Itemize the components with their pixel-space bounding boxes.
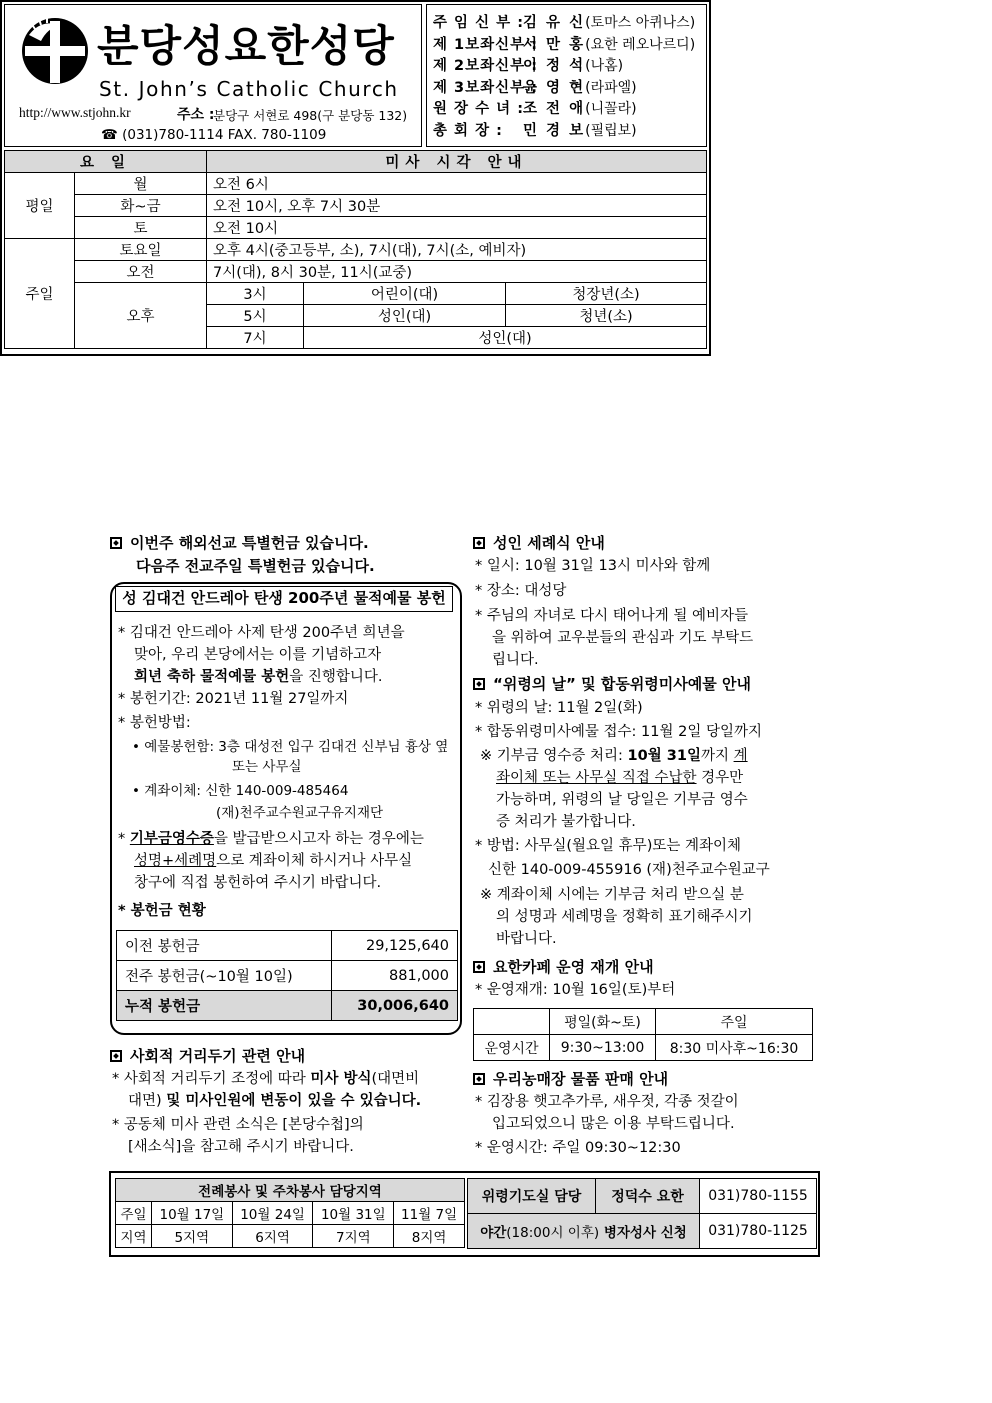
mass-group: 청년(소) <box>506 305 707 327</box>
donation-method-box: • 예물봉헌함: 3층 대성전 입구 김대건 신부님 흉상 옆 <box>132 739 449 755</box>
memorial-line: 가능하며, 위령의 날 당일은 기부금 영수 <box>496 792 748 808</box>
donation-status-table <box>116 930 458 1021</box>
mass-day: 오후 <box>75 283 207 349</box>
mass-group: 성인(대) <box>304 305 506 327</box>
donation-period: * 봉헌기간: 2021년 11월 27일까지 <box>118 691 349 707</box>
table-row: 주일 10월 17일 10월 24일 10월 31일 11월 7일 <box>116 1202 465 1225</box>
mass-time: 7시 <box>207 327 304 349</box>
mass-time: 오전 10시, 오후 7시 30분 <box>207 195 707 217</box>
baptism-line: * 장소: 대성당 <box>475 583 567 599</box>
memorial-line: * 방법: 사무실(월요일 휴무)또는 계좌이체 <box>475 838 741 854</box>
memorial-line: 증 처리가 불가합니다. <box>496 814 636 830</box>
distancing-line: * 공동체 미사 관련 소식은 [본당수첩]의 <box>112 1117 364 1133</box>
mass-group: 청장년(소) <box>506 283 707 305</box>
mass-head-day: 요 일 <box>5 151 207 173</box>
memorial-title: “위령의 날” 및 합동위령미사예물 안내 <box>473 673 751 694</box>
memorial-account: 신한 140-009-455916 (재)천주교수원교구 <box>488 862 770 878</box>
mass-time: 3시 <box>207 283 304 305</box>
memorial-line: * 합동위령미사예물 접수: 11월 2일 당일까지 <box>475 724 762 740</box>
cafe-hours-table <box>473 1008 813 1061</box>
receipt-line: * 기부금영수증을 발급받으시고자 하는 경우에는 <box>118 831 424 847</box>
cafe-title: 요한카페 운영 재개 안내 <box>473 956 654 977</box>
section-marker-icon <box>473 537 485 549</box>
distancing-line: 대면) 및 미사인원에 변동이 있을 수 있습니다. <box>128 1093 422 1109</box>
table-row: 운영시간 9:30~13:00 8:30 미사후~16:30 <box>474 1035 813 1061</box>
donation-line: 맞아, 우리 본당에서는 이를 기념하고자 <box>134 647 382 663</box>
table-row: 이전 봉헌금 29,125,640 <box>117 931 458 961</box>
table-row <box>116 1179 465 1202</box>
receipt-line: 성명+세례명으로 계좌이체 하시거나 사무실 <box>134 853 413 869</box>
table-row: 야간(18:00시 이후) 병자성사 신청 031)780-1125 <box>468 1214 817 1249</box>
baptism-line: * 주님의 자녀로 다시 태어나게 될 예비자들 <box>475 608 749 624</box>
mass-day: 토 <box>75 217 207 239</box>
donation-method-box-2: 또는 사무실 <box>232 759 302 775</box>
mass-schedule-table <box>4 150 707 349</box>
church-logo-icon <box>19 15 91 87</box>
clergy-row: 제 2보좌신부 :이 정 석(나홈) <box>433 58 624 74</box>
mass-head-time: 미사 시각 안내 <box>207 151 707 173</box>
contact-table <box>467 1178 817 1249</box>
baptism-line: 립니다. <box>492 652 539 668</box>
donation-status-title: * 봉헌금 현황 <box>118 903 206 919</box>
address: 분당구 서현로 498(구 분당동 132) <box>213 108 408 123</box>
market-title: 우리농매장 물품 판매 안내 <box>473 1068 668 1089</box>
church-name: 분당성요한성당 <box>97 24 395 71</box>
duty-table <box>115 1178 465 1248</box>
clergy-row: 총 회 장 : 민 경 보(필립보) <box>433 122 637 139</box>
table-row: 위령기도실 담당 정덕수 요한 031)780-1155 <box>468 1179 817 1214</box>
address-label: 주소 : <box>177 107 215 123</box>
receipt-line: 창구에 직접 봉헌하여 주시기 바랍니다. <box>134 875 382 891</box>
bottom-box <box>109 1171 820 1257</box>
clergy-row: 주 임 신 부 :김 유 신(토마스 아퀴나스) <box>433 15 696 31</box>
baptism-line: 을 위하여 교우분들의 관심과 기도 부탁드 <box>492 630 754 646</box>
table-row: 평일(화~토) 주일 <box>474 1009 813 1035</box>
mass-day: 화~금 <box>75 195 207 217</box>
mass-day: 오전 <box>75 261 207 283</box>
baptism-line: * 일시: 10월 31일 13시 미사와 함께 <box>475 558 711 574</box>
section-marker-icon <box>473 1073 485 1085</box>
memorial-line: 바랍니다. <box>496 931 557 947</box>
mass-group: 성인(대) <box>304 327 707 349</box>
donation-line: * 김대건 안드레아 사제 탄생 200주년 희년을 <box>118 625 405 641</box>
donation-account-holder: (재)천주교수원교구유지재단 <box>216 805 384 821</box>
memorial-line: * 위령의 날: 11월 2일(화) <box>475 700 643 716</box>
memorial-line: 의 성명과 세례명을 정확히 표기해주시기 <box>496 909 753 925</box>
mass-day: 토요일 <box>75 239 207 261</box>
table-row: 누적 봉헌금 30,006,640 <box>117 991 458 1021</box>
mass-day: 월 <box>75 173 207 195</box>
table-row: 전주 봉헌금(~10월 10일) 881,000 <box>117 961 458 991</box>
mass-time: 오전 10시 <box>207 217 707 239</box>
table-row: 지역 5지역 6지역 7지역 8지역 <box>116 1225 465 1248</box>
sunday-label: 주일 <box>5 239 75 349</box>
market-line: 입고되었으니 많은 이용 부탁드립니다. <box>492 1116 735 1132</box>
memorial-line: ※ 기부금 영수증 처리: 10월 31일까지 계 <box>480 748 748 764</box>
church-name-en: St. John’s Catholic Church <box>99 77 399 101</box>
website-link[interactable]: http://www.stjohn.kr <box>19 105 131 120</box>
clergy-row: 제 1보좌신부 :서 만 홍(요한 레오나르디) <box>433 36 696 53</box>
section-marker-icon <box>473 678 485 690</box>
section-marker-icon <box>110 1050 122 1062</box>
donation-account: • 계좌이체: 신한 140-009-485464 <box>132 783 349 799</box>
market-line: * 김장용 햇고추가루, 새우젓, 각종 젓갈이 <box>475 1094 739 1110</box>
donation-line: 희년 축하 물적예물 봉헌을 진행합니다. <box>134 669 383 685</box>
logo-box <box>4 4 422 147</box>
clergy-list <box>426 4 707 147</box>
phone-fax: ☎ (031)780-1114 FAX. 780-1109 <box>101 127 327 143</box>
memorial-line: ※ 계좌이체 시에는 기부금 처리 받으실 분 <box>480 887 744 903</box>
weekday-label: 평일 <box>5 173 75 239</box>
cafe-line: * 운영재개: 10월 16일(토)부터 <box>475 982 676 998</box>
mass-time: 오후 4시(중고등부, 소), 7시(대), 7시(소, 예비자) <box>207 239 707 261</box>
clergy-row: 제 3보좌신부 :윤 영 현(라파엘) <box>433 79 637 96</box>
mass-time: 오전 6시 <box>207 173 707 195</box>
memorial-line: 좌이체 또는 사무실 직접 수납한 경우만 <box>496 770 744 786</box>
distancing-title: 사회적 거리두기 관련 안내 <box>110 1045 305 1066</box>
distancing-line: * 사회적 거리두기 조정에 따라 미사 방식(대면비 <box>112 1071 420 1087</box>
market-line: * 운영시간: 주일 09:30~12:30 <box>475 1140 681 1156</box>
bulletin-header <box>0 0 711 356</box>
donation-method: * 봉헌방법: <box>118 715 191 731</box>
distancing-line: [새소식]을 참고해 주시기 바랍니다. <box>128 1139 354 1155</box>
section-marker-icon <box>473 961 485 973</box>
duty-title: 전례봉사 및 주차봉사 담당지역 <box>116 1179 465 1202</box>
baptism-title: 성인 세례식 안내 <box>473 532 605 553</box>
clergy-row: 원 장 수 녀 :조 전 애(니꼴라) <box>433 101 637 117</box>
section-marker-icon <box>110 537 122 549</box>
mass-time: 7시(대), 8시 30분, 11시(교중) <box>207 261 707 283</box>
donation-box <box>110 582 462 1035</box>
mass-time: 5시 <box>207 305 304 327</box>
mass-group: 어린이(대) <box>304 283 506 305</box>
donation-title: 성 김대건 안드레아 탄생 200주년 물적예물 봉헌 <box>115 586 453 612</box>
notice-evangelization-collection: 다음주 전교주일 특별헌금 있습니다. <box>136 557 375 575</box>
notice-mission-collection: 이번주 해외선교 특별헌금 있습니다. <box>110 532 369 553</box>
